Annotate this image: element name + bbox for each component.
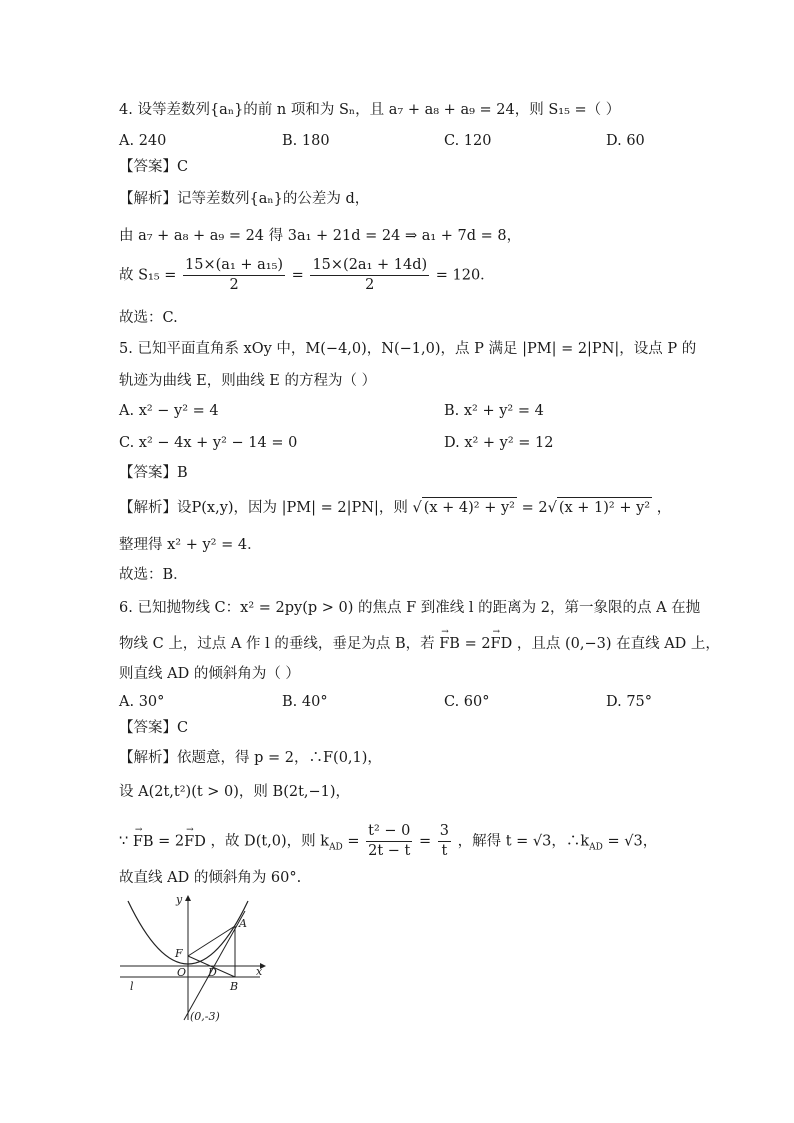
q6-a3-vector-fb: → FB <box>133 832 154 852</box>
q5-choose: 故选：B． <box>119 567 188 583</box>
label-x: x <box>256 965 263 978</box>
q4-fraction-1 <box>183 256 285 295</box>
q5-result: 整理得 x² + y² = 4． <box>119 537 262 553</box>
q6-slope-den: 2t − t <box>368 843 411 859</box>
q6-slope-fraction <box>366 822 412 861</box>
q6-a3-sub-2: AD <box>589 842 603 853</box>
label-f: F <box>175 947 183 960</box>
q5-stem-2: 轨迹为曲线 E，则曲线 E 的方程为（ ） <box>119 373 377 389</box>
q4-option-c: C. 120 <box>444 133 492 149</box>
q5-answer: 【答案】B <box>119 465 188 481</box>
q6-slope2-num: 3 <box>438 822 451 842</box>
q6-stem-2 <box>119 634 720 654</box>
q5-analysis-prefix: 【解析】设P(x,y)，因为 |PM| = 2|PN|，则 <box>119 500 408 516</box>
q5-analysis-suffix: ， <box>656 500 672 516</box>
q5-analysis-mid: = 2 <box>521 500 548 516</box>
q4-analysis-2: 由 a₇ + a₈ + a₉ = 24 得 3a₁ + 21d = 24 ⇒ a₁ + 7d = 8， <box>119 228 522 244</box>
q4-analysis-1: 【解析】记等差数列{aₙ}的公差为 d， <box>119 191 370 207</box>
q4-option-b: B. 180 <box>282 133 330 149</box>
label-point-0-neg3: (0,-3) <box>190 1010 220 1023</box>
q6-stem-3: 则直线 AD 的倾斜角为（ ） <box>119 666 300 682</box>
q5-option-b: B. x² + y² = 4 <box>444 403 544 419</box>
q6-stem-1: 6. 已知抛物线 C：x² = 2py(p > 0) 的焦点 F 到准线 l 的距离为 2，第一象限的点 A 在抛 <box>119 600 701 616</box>
q6-stem-2-eq: = 2 <box>464 636 491 652</box>
q6-analysis-2: 设 A(2t,t²)(t > 0)，则 B(2t,−1)， <box>119 784 351 800</box>
q6-vector-fd: → FD <box>491 634 513 654</box>
label-b: B <box>230 980 239 993</box>
q6-a3-sub: AD <box>329 842 343 853</box>
q6-slope2-den: t <box>441 843 448 859</box>
q6-option-c: C. 60° <box>444 694 490 710</box>
q4-sum-suffix: = 120． <box>435 267 495 284</box>
q6-a3-prefix: ∵ <box>119 833 129 850</box>
q5-sqrt-1: (x + 4)² + y² <box>422 497 517 518</box>
q4-fraction-1-den: 2 <box>229 277 239 293</box>
q4-sum-line: 故 S₁₅ = $\frac{\text{15×(a₁ + a₁₅)}}{2}$ = $\frac{\text{15×(2a₁ + 14d)}}{2}$ = 120． <box>119 257 495 293</box>
q4-choose: 故选：C. <box>119 310 178 326</box>
q6-conclusion: 故直线 AD 的倾斜角为 60°. <box>119 870 302 886</box>
q5-analysis: 【解析】设P(x,y)，因为 |PM| = 2|PN|，则 √ (x + 4)² + y² = 2√ (x + 1)² + y² ， <box>119 497 671 518</box>
q4-option-d: D. 60 <box>606 133 645 149</box>
q6-analysis-3: ∵ → FB = 2→ FD ，故 D(t,0)，则 $k_{AD}$ = $\frac{\text{t² − 0}}{2t - t}$ = $\frac{3}{t}$ ，解得 t = √3，$\therefore k_{AD} = √3$， <box>119 822 657 861</box>
q6-option-d: D. 75° <box>606 694 653 710</box>
q6-stem-2-prefix: 物线 C 上，过点 A 作 l 的垂线，垂足为点 B，若 <box>119 636 435 652</box>
label-l: l <box>130 980 134 993</box>
q5-option-c: C. x² − 4x + y² − 14 = 0 <box>119 435 298 451</box>
q6-slope-fraction-2 <box>438 822 451 861</box>
y-axis-arrow-icon <box>185 895 191 901</box>
q4-fraction-1-num: 15×(a₁ + a₁₅) <box>183 256 285 276</box>
q6-option-a: A. 30° <box>119 694 165 710</box>
q4-fraction-2-den: 2 <box>365 277 375 293</box>
label-o: O <box>177 966 187 979</box>
q6-slope-num: t² − 0 <box>366 822 412 842</box>
q6-a3-eq2: = <box>347 833 360 850</box>
parabola-figure <box>118 893 268 1023</box>
q6-a3-vector-fd: → FD <box>184 832 206 852</box>
q4-sum-prefix: 故 S₁₅ = <box>119 267 177 284</box>
q4-fraction-2 <box>310 256 429 295</box>
q5-option-a: A. x² − y² = 4 <box>119 403 219 419</box>
q4-fraction-2-num: 15×(2a₁ + 14d) <box>310 256 429 276</box>
q6-a3-suffix-end: = √3， <box>607 833 658 850</box>
q4-answer: 【答案】C <box>119 159 189 175</box>
q6-a3-suffix: ，解得 t = √3，∴k <box>457 833 590 850</box>
label-y: y <box>176 893 183 906</box>
q4-stem: 4. 设等差数列{aₙ}的前 n 项和为 Sₙ，且 a₇ + a₈ + a₉ = 24，则 S₁₅ =（ ） <box>119 102 621 118</box>
q4-option-a: A. 240 <box>119 133 167 149</box>
q6-a3-eq: = 2 <box>158 833 185 850</box>
q6-answer: 【答案】C <box>119 720 189 736</box>
q5-stem-1: 5. 已知平面直角系 xOy 中，M(−4,0)，N(−1,0)，点 P 满足 |PM| = 2|PN|，设点 P 的 <box>119 341 697 357</box>
q5-option-d: D. x² + y² = 12 <box>444 435 554 451</box>
q6-option-b: B. 40° <box>282 694 328 710</box>
q6-vector-fb: → FB <box>439 634 460 654</box>
q5-sqrt-2: (x + 1)² + y² <box>557 497 652 518</box>
label-d: D <box>208 966 217 979</box>
q6-stem-2-suffix: ，且点 (0,−3) 在直线 AD 上， <box>516 636 720 652</box>
q6-a3-mid: ，故 D(t,0)，则 k <box>210 833 330 850</box>
q6-analysis-1: 【解析】依题意，得 p = 2，∴F(0,1)， <box>119 750 382 766</box>
label-a: A <box>239 917 247 930</box>
